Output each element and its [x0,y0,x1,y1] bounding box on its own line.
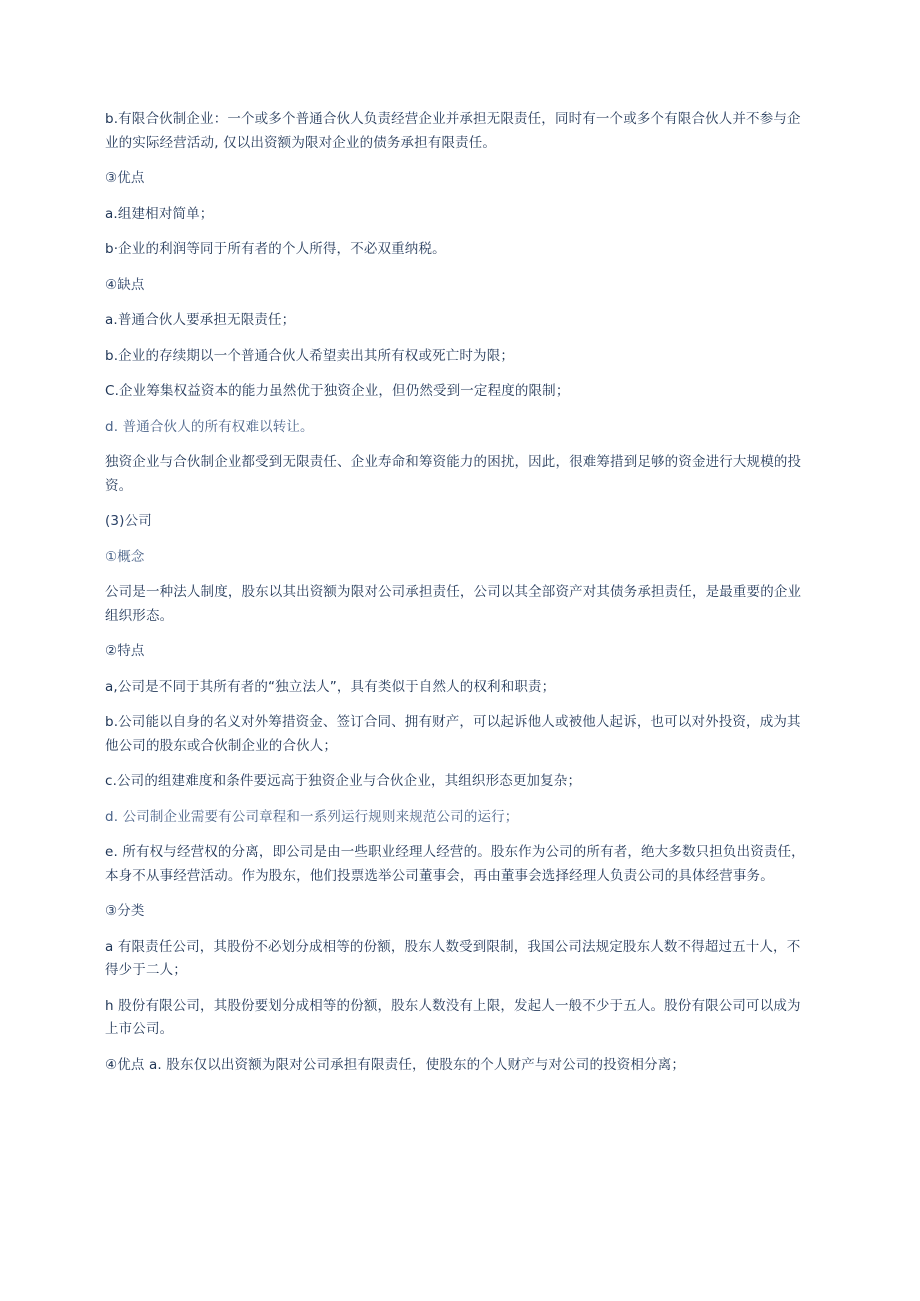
list-item-unlimited-liability: a.普通合伙人要承担无限责任； [105,312,296,328]
heading-concept: ①概念 [105,548,145,565]
list-item-equity-capital: C.企业筹集权益资本的能力虽然优于独资企业，但仍然受到一定程度的限制； [105,383,570,399]
paragraph-limited-partnership: b.有限合伙制企业：一个或多个普通合伙人负责经营企业并承担无限责任，同时有一个或多个有限合伙人并不参与企业的实际经营活动, 仅以出资额为限对企业的债务承担有限责任。 [105,111,801,151]
paragraph-company-definition: 公司是一种法人制度，股东以其出资额为限对公司承担责任，公司以其全部资产对其债务承担责任，是最重要的企业组织形态。 [105,584,802,624]
section-heading-company: (3)公司 [105,513,152,529]
list-item-simple-setup: a.组建相对简单； [105,205,214,222]
paragraph-summary: 独资企业与合伙制企业都受到无限责任、企业寿命和筹资能力的困扰，因此，很难筹措到足够的资金进行大规模的投资。 [105,454,802,494]
list-item-company-advantages: ④优点 a. 股东仅以出资额为限对公司承担有限责任，使股东的个人财产与对公司的投资相分离； [105,1056,685,1073]
heading-disadvantages: ④缺点 [105,276,145,293]
list-item-separation-ownership: e. 所有权与经营权的分离，即公司是由一些职业经理人经营的。股东作为公司的所有者，绝大多数只担负出资责任，本身不从事经营活动。作为股东，他们投票选举公司董事会，再由董事会选择经理人负责公司的具体经营事务。 [105,844,805,884]
heading-characteristics: ②特点 [105,643,145,659]
list-item-joint-stock-company: h 股份有限公司，其股份要划分成相等的份额，股东人数没有上限，发起人一般不少于五人。股份有限公司可以成为上市公司。 [105,997,801,1037]
heading-advantages: ③优点 [105,170,145,186]
list-item-financing-contracts: b.公司能以自身的名义对外筹措资金、签订合同、拥有财产，可以起诉他人或被他人起诉，也可以对外投资，成为其他公司的股东或合伙制企业的合伙人； [105,714,801,754]
list-item-duration: b.企业的存续期以一个普通合伙人希望卖出其所有权或死亡时为限； [105,347,515,364]
list-item-no-double-tax: b·企业的利润等同于所有者的个人所得，不必双重纳税。 [105,241,446,257]
heading-classification: ③分类 [105,903,145,919]
list-item-independent-legal-person: a,公司是不同于其所有者的“独立法人”，具有类似于自然人的权利和职责； [105,678,556,695]
list-item-limited-liability-company: a 有限责任公司，其股份不必划分成相等的份额，股东人数受到限制，我国公司法规定股东人数不得超过五十人，不得少于二人； [105,938,801,978]
list-item-ownership-transfer: d. 普通合伙人的所有权难以转让。 [105,418,314,435]
list-item-setup-difficulty: c.公司的组建难度和条件要远高于独资企业与合伙企业，其组织形态更加复杂； [105,773,582,789]
list-item-articles: d. 公司制企业需要有公司章程和一系列运行规则来规范公司的运行； [105,808,519,825]
